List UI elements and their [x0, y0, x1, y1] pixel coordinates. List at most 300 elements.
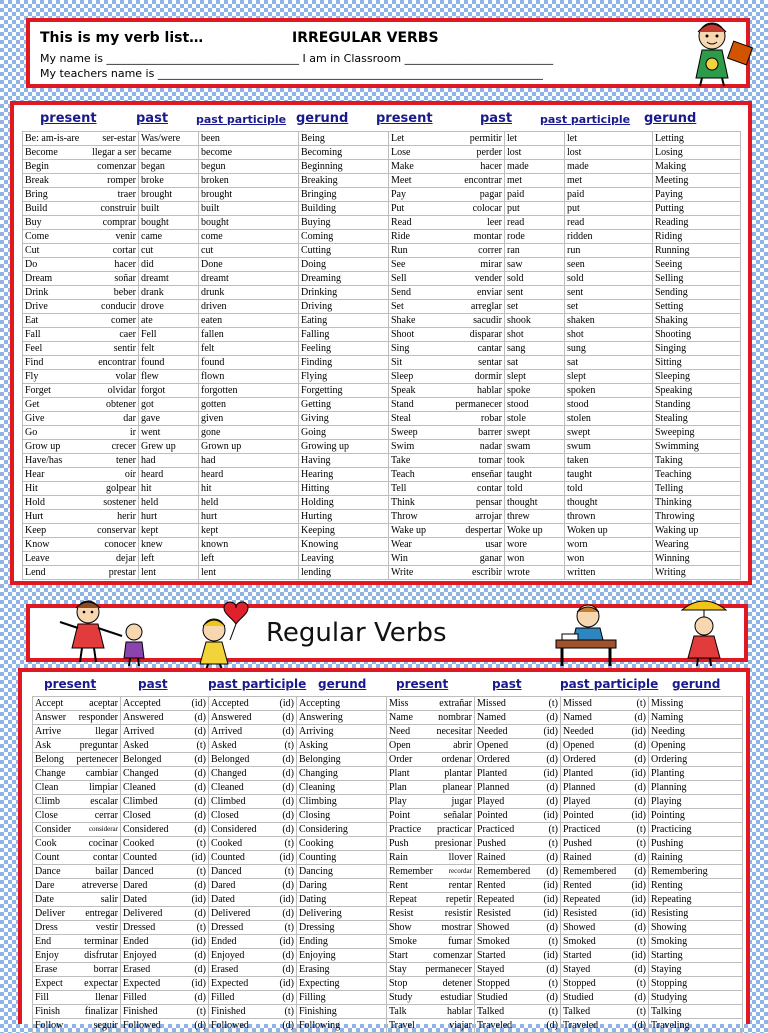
- present-cell: [23, 258, 139, 272]
- past-cell-ending: (d): [546, 1020, 558, 1031]
- irregular-verbs-title: IRREGULAR VERBS: [292, 30, 439, 46]
- gerund-cell: Writing: [653, 566, 741, 580]
- name-classroom-line: My name is ___________________________________ I am in Classroom ___________________________: [40, 52, 554, 65]
- present-cell-spanish: fumar: [448, 936, 472, 947]
- present-cell-spanish: dar: [123, 413, 136, 424]
- past-cell: [121, 837, 209, 851]
- past-cell: sold: [505, 272, 565, 286]
- past-participle-cell-form: Rained: [563, 852, 592, 863]
- past-cell-form: Stopped: [477, 978, 510, 989]
- past-participle-cell-form: Needed: [563, 726, 594, 737]
- present-cell-spanish: crecer: [111, 441, 136, 452]
- past-cell-ending: (d): [194, 880, 206, 891]
- past-participle-cell: spoken: [565, 384, 653, 398]
- past-participle-cell-form: Followed: [211, 1020, 249, 1031]
- gerund-cell: Practicing: [649, 823, 743, 837]
- past-cell: [121, 991, 209, 1005]
- gerund-cell: Cleaning: [297, 781, 387, 795]
- present-cell-english: Order: [389, 754, 413, 765]
- irregular-verbs-table: [22, 131, 741, 580]
- table-row: [23, 300, 741, 314]
- present-cell-spanish: vestir: [95, 922, 118, 933]
- past-cell: went: [139, 426, 199, 440]
- present-cell-spanish: encontrar: [464, 175, 502, 186]
- past-cell: [475, 949, 561, 963]
- present-cell-spanish: nadar: [479, 441, 502, 452]
- past-participle-cell: [209, 1019, 297, 1033]
- gerund-cell: Selling: [653, 272, 741, 286]
- past-participle-cell-ending: (d): [634, 964, 646, 975]
- gerund-cell: Expecting: [297, 977, 387, 991]
- present-cell-english: Cut: [25, 245, 40, 256]
- past-cell: rode: [505, 230, 565, 244]
- past-cell: [121, 851, 209, 865]
- present-cell-spanish: borrar: [93, 964, 118, 975]
- past-participle-cell-form: Rented: [563, 880, 592, 891]
- present-cell-english: Repeat: [389, 894, 417, 905]
- present-cell: [23, 202, 139, 216]
- present-cell: [33, 893, 121, 907]
- past-participle-cell: [209, 963, 297, 977]
- present-cell-english: Begin: [25, 161, 49, 172]
- present-cell: [23, 524, 139, 538]
- present-cell-spanish: sostener: [103, 497, 136, 508]
- past-cell: sent: [505, 286, 565, 300]
- table-row: [33, 823, 743, 837]
- gerund-cell: Giving: [299, 412, 389, 426]
- past-participle-cell: begun: [199, 160, 299, 174]
- table-row: [33, 725, 743, 739]
- past-cell-ending: (id): [543, 810, 558, 821]
- past-participle-cell: held: [199, 496, 299, 510]
- gerund-cell: Seeing: [653, 258, 741, 272]
- gerund-cell: Buying: [299, 216, 389, 230]
- gerund-cell: Missing: [649, 697, 743, 711]
- past-cell-form: Danced: [123, 866, 154, 877]
- present-cell-english: Steal: [391, 413, 411, 424]
- present-cell-spanish: ser-estar: [102, 133, 136, 144]
- regular-verbs-table: [32, 696, 743, 1033]
- present-cell-english: Fall: [25, 329, 41, 340]
- past-cell-form: Repeated: [477, 894, 515, 905]
- past-cell: [121, 949, 209, 963]
- present-cell: [387, 837, 475, 851]
- past-cell: [475, 711, 561, 725]
- past-cell: won: [505, 552, 565, 566]
- present-cell-spanish: dormir: [474, 371, 502, 382]
- past-participle-cell-form: Planned: [563, 782, 596, 793]
- gerund-cell: Finishing: [297, 1005, 387, 1019]
- past-participle-cell-ending: (id): [279, 894, 294, 905]
- present-cell-english: Throw: [391, 511, 418, 522]
- present-cell-spanish: barrer: [478, 427, 502, 438]
- gerund-cell: Thinking: [653, 496, 741, 510]
- present-cell: [389, 524, 505, 538]
- present-cell-english: Miss: [389, 698, 409, 709]
- past-participle-cell: met: [565, 174, 653, 188]
- past-cell-form: Pointed: [477, 810, 508, 821]
- past-cell-form: Belonged: [123, 754, 162, 765]
- present-cell-spanish: pertenecer: [76, 754, 118, 765]
- present-cell-english: End: [35, 936, 52, 947]
- gerund-cell: Speaking: [653, 384, 741, 398]
- past-participle-cell: [561, 725, 649, 739]
- past-participle-cell: left: [199, 552, 299, 566]
- past-cell: [121, 907, 209, 921]
- table-row: [33, 935, 743, 949]
- past-cell-ending: (t): [196, 1006, 206, 1017]
- past-cell: found: [139, 356, 199, 370]
- past-participle-cell-form: Studied: [563, 992, 594, 1003]
- present-cell-english: Make: [391, 161, 414, 172]
- past-cell: Grew up: [139, 440, 199, 454]
- gerund-cell: Sleeping: [653, 370, 741, 384]
- present-cell: [23, 146, 139, 160]
- gerund-cell: Hitting: [299, 482, 389, 496]
- past-participle-cell: [561, 977, 649, 991]
- header-box: [26, 18, 750, 88]
- past-cell-form: Answered: [123, 712, 164, 723]
- past-cell: [475, 865, 561, 879]
- present-cell: [23, 174, 139, 188]
- past-participle-cell-form: Pushed: [563, 838, 592, 849]
- gerund-cell: Raining: [649, 851, 743, 865]
- present-cell-english: Consider: [35, 824, 72, 835]
- past-participle-cell-ending: (d): [282, 1020, 294, 1031]
- past-cell: sat: [505, 356, 565, 370]
- present-cell-english: Have/has: [25, 455, 63, 466]
- present-cell-english: Point: [389, 810, 411, 821]
- gerund-cell: Shaking: [653, 314, 741, 328]
- present-cell: [387, 991, 475, 1005]
- present-cell-english: Dare: [35, 880, 55, 891]
- present-cell-spanish: ganar: [479, 553, 502, 564]
- past-cell: threw: [505, 510, 565, 524]
- past-participle-cell: [561, 949, 649, 963]
- present-cell-english: Think: [391, 497, 415, 508]
- past-cell-ending: (id): [191, 978, 206, 989]
- past-cell-form: Accepted: [123, 698, 161, 709]
- gerund-cell: Standing: [653, 398, 741, 412]
- present-cell: [389, 468, 505, 482]
- past-participle-cell: felt: [199, 342, 299, 356]
- table-row: [33, 781, 743, 795]
- present-cell-spanish: cantar: [477, 343, 502, 354]
- past-cell: [475, 739, 561, 753]
- past-participle-cell-ending: (id): [631, 726, 646, 737]
- past-cell: [121, 823, 209, 837]
- past-participle-cell-form: Traveled: [563, 1020, 599, 1031]
- present-cell-english: Put: [391, 203, 405, 214]
- table-row: [33, 753, 743, 767]
- past-participle-cell-ending: (d): [634, 796, 646, 807]
- present-cell-spanish: pagar: [479, 189, 502, 200]
- present-cell-english: Sit: [391, 357, 403, 368]
- past-participle-cell: [209, 907, 297, 921]
- present-cell: [23, 454, 139, 468]
- present-cell-spanish: viajar: [449, 1020, 472, 1031]
- past-cell: [121, 795, 209, 809]
- past-participle-cell-ending: (d): [282, 782, 294, 793]
- past-participle-cell-ending: (t): [636, 698, 646, 709]
- past-participle-cell-form: Danced: [211, 866, 242, 877]
- past-cell: [121, 809, 209, 823]
- past-cell-ending: (d): [546, 796, 558, 807]
- present-cell-spanish: pensar: [475, 497, 502, 508]
- present-cell-english: Fill: [35, 992, 49, 1003]
- past-cell-ending: (id): [191, 894, 206, 905]
- present-cell-spanish: contar: [93, 852, 118, 863]
- past-cell-form: Considered: [123, 824, 169, 835]
- present-cell-spanish: aceptar: [89, 698, 118, 709]
- past-participle-cell-ending: (d): [282, 950, 294, 961]
- past-participle-cell: [561, 697, 649, 711]
- present-cell-spanish: tener: [116, 455, 136, 466]
- table-row: [23, 552, 741, 566]
- present-cell: [389, 132, 505, 146]
- past-participle-cell: run: [565, 244, 653, 258]
- present-cell-spanish: practicar: [437, 824, 472, 835]
- past-cell: began: [139, 160, 199, 174]
- present-cell-english: Sleep: [391, 371, 414, 382]
- past-participle-cell-form: Pointed: [563, 810, 594, 821]
- gerund-cell: Starting: [649, 949, 743, 963]
- past-cell-ending: (d): [194, 782, 206, 793]
- past-cell-form: Ordered: [477, 754, 510, 765]
- present-cell-english: Hit: [25, 483, 38, 494]
- present-cell-spanish: comenzar: [433, 950, 472, 961]
- past-participle-cell: swum: [565, 440, 653, 454]
- past-participle-cell: [561, 963, 649, 977]
- past-participle-cell: [561, 907, 649, 921]
- past-participle-cell: [561, 893, 649, 907]
- present-cell: [389, 342, 505, 356]
- present-cell-spanish: detener: [442, 978, 472, 989]
- past-participle-cell-ending: (d): [282, 726, 294, 737]
- past-participle-cell-ending: (id): [631, 950, 646, 961]
- present-cell-english: Meet: [391, 175, 412, 186]
- present-cell-english: Belong: [35, 754, 64, 765]
- present-cell: [389, 356, 505, 370]
- gerund-cell: Belonging: [297, 753, 387, 767]
- past-cell-ending: (t): [196, 740, 206, 751]
- table-row: [23, 272, 741, 286]
- past-cell: [475, 1019, 561, 1033]
- gerund-cell: Planting: [649, 767, 743, 781]
- past-cell: [121, 921, 209, 935]
- present-cell-spanish: perder: [476, 147, 502, 158]
- present-cell: [389, 300, 505, 314]
- present-cell-english: See: [391, 259, 406, 270]
- gerund-cell: Stealing: [653, 412, 741, 426]
- past-cell: Woke up: [505, 524, 565, 538]
- present-cell-spanish: hacer: [114, 259, 136, 270]
- gerund-cell: Setting: [653, 300, 741, 314]
- present-cell-english: Hurt: [25, 511, 44, 522]
- past-participle-cell: known: [199, 538, 299, 552]
- gerund-cell: Ordering: [649, 753, 743, 767]
- present-cell-english: Drive: [25, 301, 48, 312]
- past-participle-cell: come: [199, 230, 299, 244]
- past-participle-cell-ending: (d): [634, 992, 646, 1003]
- past-participle-cell: lost: [565, 146, 653, 160]
- reg-col-past-2: past: [492, 677, 522, 691]
- past-cell: [475, 879, 561, 893]
- past-cell: stood: [505, 398, 565, 412]
- gerund-cell: Opening: [649, 739, 743, 753]
- present-cell-spanish: despertar: [465, 525, 502, 536]
- past-cell: slept: [505, 370, 565, 384]
- past-participle-cell: paid: [565, 188, 653, 202]
- past-cell-form: Dressed: [123, 922, 156, 933]
- gerund-cell: Breaking: [299, 174, 389, 188]
- gerund-cell: Wearing: [653, 538, 741, 552]
- present-cell-spanish: hablar: [447, 1006, 472, 1017]
- table-row: [23, 286, 741, 300]
- past-cell-form: Started: [477, 950, 506, 961]
- present-cell-english: Hold: [25, 497, 45, 508]
- present-cell-spanish: señalar: [443, 810, 472, 821]
- past-participle-cell: brought: [199, 188, 299, 202]
- past-cell-ending: (d): [546, 964, 558, 975]
- past-cell-ending: (d): [546, 922, 558, 933]
- present-cell-english: Ride: [391, 231, 410, 242]
- present-cell: [23, 384, 139, 398]
- present-cell: [23, 328, 139, 342]
- past-cell-ending: (t): [196, 838, 206, 849]
- past-participle-cell-form: Climbed: [211, 796, 246, 807]
- present-cell: [389, 510, 505, 524]
- past-cell: put: [505, 202, 565, 216]
- present-cell-english: Finish: [35, 1006, 61, 1017]
- past-participle-cell-ending: (id): [631, 894, 646, 905]
- past-cell-ending: (d): [546, 992, 558, 1003]
- past-cell: Fell: [139, 328, 199, 342]
- present-cell-english: Swim: [391, 441, 415, 452]
- gerund-cell: Closing: [297, 809, 387, 823]
- present-cell: [33, 991, 121, 1005]
- past-cell: spoke: [505, 384, 565, 398]
- past-cell-ending: (d): [194, 712, 206, 723]
- table-row: [23, 146, 741, 160]
- present-cell: [23, 538, 139, 552]
- present-cell-english: Change: [35, 768, 66, 779]
- past-participle-cell-ending: (t): [284, 866, 294, 877]
- past-cell-ending: (t): [548, 978, 558, 989]
- gerund-cell: Falling: [299, 328, 389, 342]
- present-cell: [387, 753, 475, 767]
- col-gerund-1: gerund: [296, 111, 349, 126]
- present-cell: [389, 398, 505, 412]
- gerund-cell: Ending: [297, 935, 387, 949]
- present-cell-spanish: resistir: [444, 908, 472, 919]
- table-row: [33, 809, 743, 823]
- present-cell-spanish: expectar: [84, 978, 118, 989]
- gerund-cell: Riding: [653, 230, 741, 244]
- gerund-cell: Driving: [299, 300, 389, 314]
- present-cell-english: Know: [25, 539, 50, 550]
- table-row: [33, 879, 743, 893]
- past-participle-cell-form: Counted: [211, 852, 245, 863]
- past-cell-ending: (id): [543, 894, 558, 905]
- gerund-cell: Changing: [297, 767, 387, 781]
- present-cell-english: Shake: [391, 315, 416, 326]
- gerund-cell: Forgetting: [299, 384, 389, 398]
- present-cell-spanish: robar: [480, 413, 502, 424]
- present-cell-spanish: estudiar: [440, 992, 472, 1003]
- past-cell: ran: [505, 244, 565, 258]
- past-participle-cell: [561, 935, 649, 949]
- gerund-cell: Winning: [653, 552, 741, 566]
- past-cell-form: Practiced: [477, 824, 515, 835]
- past-participle-cell-ending: (id): [279, 936, 294, 947]
- past-cell: swam: [505, 440, 565, 454]
- past-cell-ending: (d): [546, 754, 558, 765]
- past-cell-form: Asked: [123, 740, 149, 751]
- past-participle-cell-form: Started: [563, 950, 592, 961]
- past-cell: [121, 767, 209, 781]
- past-cell-ending: (t): [548, 698, 558, 709]
- gerund-cell: Paying: [653, 188, 741, 202]
- present-cell-spanish: cortar: [112, 245, 136, 256]
- past-cell-form: Cleaned: [123, 782, 156, 793]
- present-cell: [23, 132, 139, 146]
- past-cell-form: Stayed: [477, 964, 505, 975]
- past-participle-cell: [561, 767, 649, 781]
- present-cell: [33, 753, 121, 767]
- past-participle-cell: Grown up: [199, 440, 299, 454]
- present-cell-english: Forget: [25, 385, 51, 396]
- present-cell: [33, 879, 121, 893]
- gerund-cell: Feeling: [299, 342, 389, 356]
- past-cell: [121, 753, 209, 767]
- past-participle-cell-form: Stayed: [563, 964, 591, 975]
- present-cell-spanish: llover: [448, 852, 472, 863]
- present-cell-english: Leave: [25, 553, 50, 564]
- past-cell: [475, 963, 561, 977]
- past-cell: hurt: [139, 510, 199, 524]
- present-cell-english: Rent: [389, 880, 408, 891]
- table-row: [23, 314, 741, 328]
- present-cell-spanish: traer: [117, 189, 136, 200]
- present-cell-spanish: seguir: [93, 1020, 118, 1031]
- past-participle-cell-form: Dressed: [211, 922, 244, 933]
- present-cell-spanish: conservar: [97, 525, 136, 536]
- col-past-1: past: [136, 111, 169, 126]
- table-row: [23, 244, 741, 258]
- regular-verbs-box: [18, 668, 750, 1031]
- present-cell: [33, 711, 121, 725]
- present-cell: [387, 879, 475, 893]
- present-cell-spanish: plantar: [444, 768, 472, 779]
- past-cell: brought: [139, 188, 199, 202]
- present-cell-english: Follow: [35, 1020, 64, 1031]
- present-cell-english: Close: [35, 810, 58, 821]
- past-participle-cell-ending: (id): [279, 698, 294, 709]
- past-cell-ending: (t): [548, 936, 558, 947]
- past-cell-ending: (d): [194, 768, 206, 779]
- present-cell: [23, 286, 139, 300]
- past-participle-cell-form: Remembered: [563, 866, 617, 877]
- past-participle-cell-form: Practiced: [563, 824, 601, 835]
- past-participle-cell: gotten: [199, 398, 299, 412]
- gerund-cell: Becoming: [299, 146, 389, 160]
- present-cell-spanish: finalizar: [84, 1006, 118, 1017]
- past-participle-cell: [561, 921, 649, 935]
- present-cell: [23, 188, 139, 202]
- irregular-verbs-box: [10, 101, 752, 585]
- present-cell-english: Expect: [35, 978, 63, 989]
